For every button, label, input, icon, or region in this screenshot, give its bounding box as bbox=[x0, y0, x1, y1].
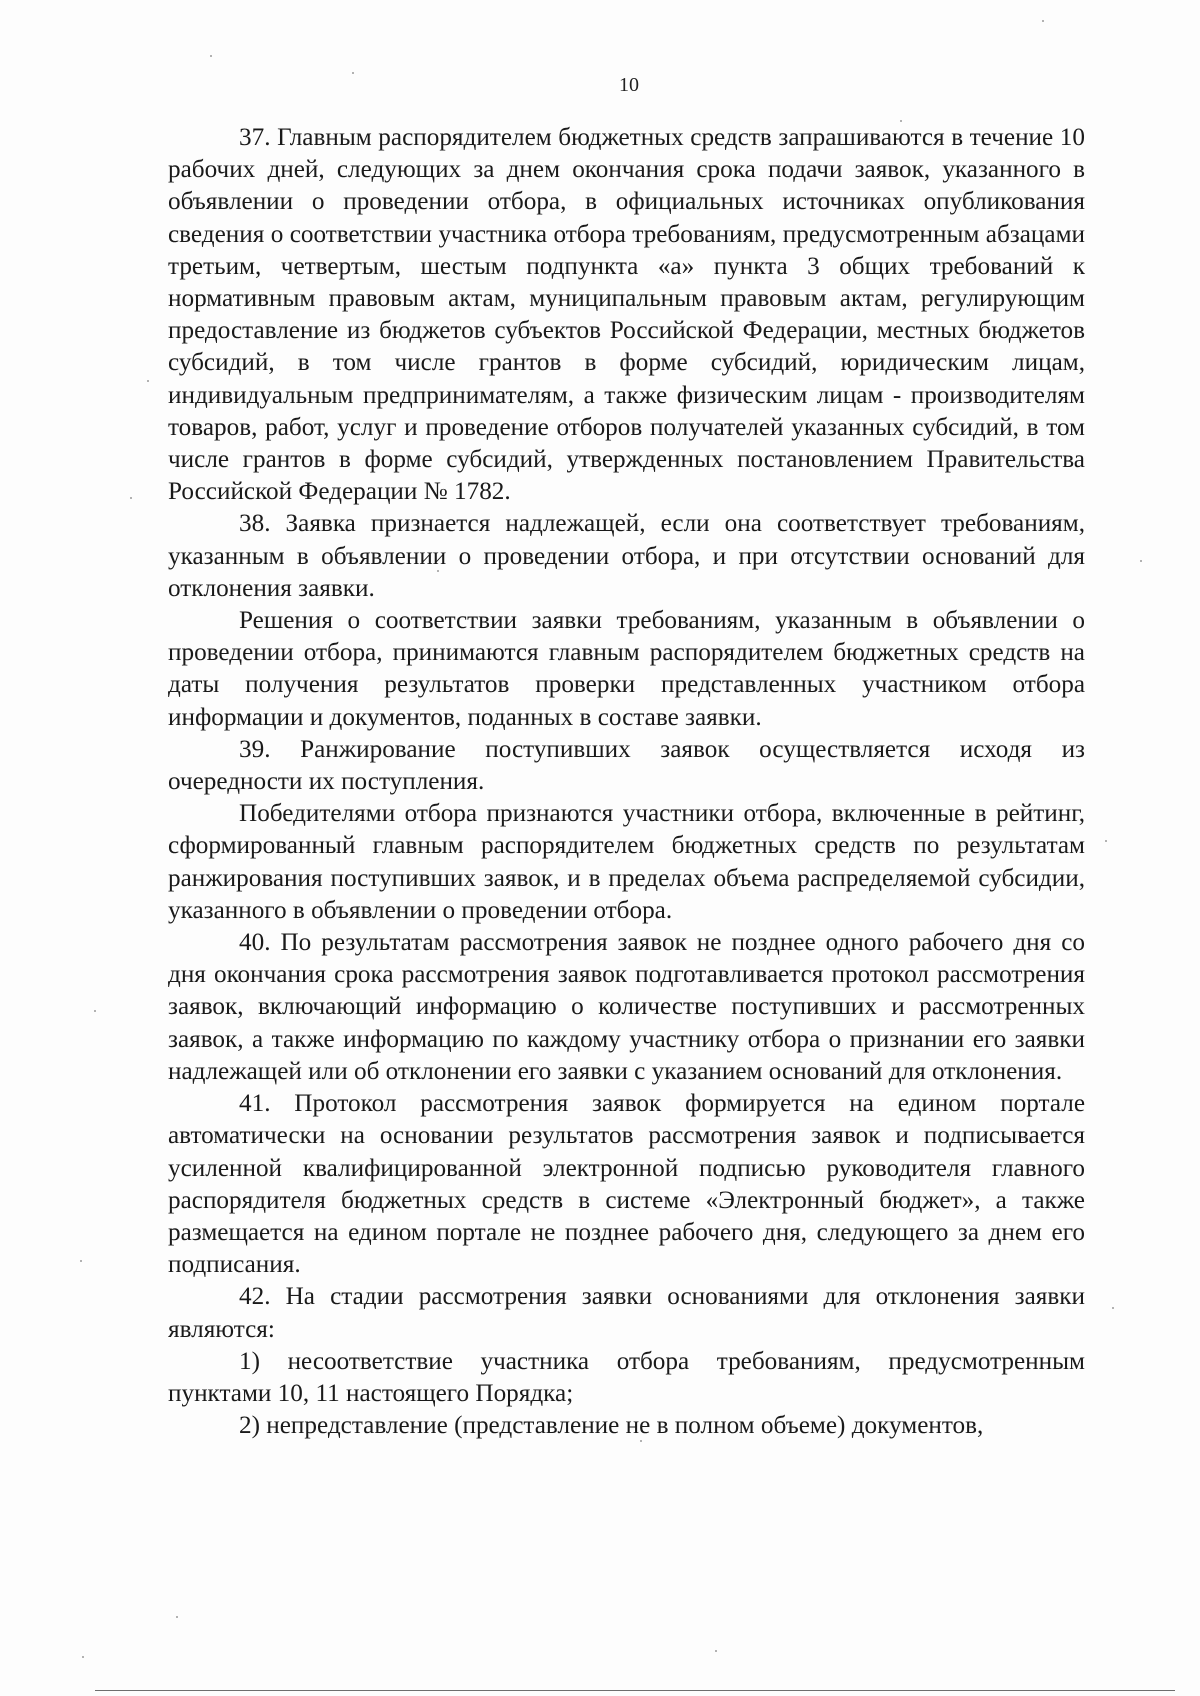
scan-speck bbox=[80, 1260, 82, 1262]
paragraph-40: 40. По результатам рассмотрения заявок не позднее одного рабочего дня со дня окончания срока рассмотрения заявок подготавливается протокол рассмотрения заявок, включающий информацию о количестве поступивших и рассмотренных заявок, а также информацию по каждому участнику отбора о признании его заявки надлежащей или об отклонении его заявки с указанием оснований для отклонения. bbox=[168, 929, 1085, 1085]
scan-speck bbox=[1112, 1307, 1114, 1309]
paragraph-39-winners: Победителями отбора признаются участники отбора, включенные в рейтинг, сформированный главным распорядителем бюджетных средств по результатам ранжирования поступивших заявок, и в пределах объема распределяемой субсидии, указанного в объявлении о проведении отбора. bbox=[168, 800, 1085, 924]
scan-edge-line bbox=[95, 1690, 1175, 1691]
scan-speck bbox=[176, 1616, 178, 1618]
scan-speck bbox=[147, 380, 149, 382]
scan-speck bbox=[82, 1656, 84, 1658]
paragraph-42: 42. На стадии рассмотрения заявки основаниями для отклонения заявки являются: bbox=[168, 1283, 1085, 1343]
document-body bbox=[168, 122, 1085, 1442]
scan-speck bbox=[715, 1650, 717, 1652]
scan-speck bbox=[1105, 840, 1107, 842]
scan-speck bbox=[640, 1440, 642, 1442]
scan-speck bbox=[900, 120, 902, 122]
scan-speck bbox=[130, 497, 132, 499]
paragraph-38-decisions: Решения о соответствии заявки требованиям, указанным в объявлении о проведении отбора, принимаются главным распорядителем бюджетных средств на даты получения результатов проверки представленных участником отбора информации и документов, поданных в составе заявки. bbox=[168, 607, 1085, 731]
scan-speck bbox=[1140, 560, 1142, 562]
paragraph-42-item-1: 1) несоответствие участника отбора требованиям, предусмотренным пунктами 10, 11 настоящего Порядка; bbox=[168, 1347, 1085, 1407]
paragraph-38: 38. Заявка признается надлежащей, если она соответствует требованиям, указанным в объявлении о проведении отбора, и при отсутствии оснований для отклонения заявки. bbox=[168, 510, 1085, 602]
paragraph-37: 37. Главным распорядителем бюджетных средств запрашиваются в течение 10 рабочих дней, следующих за днем окончания срока подачи заявок, указанного в объявлении о проведении отбора, в официальных источниках опубликования сведения о соответствии участника отбора требованиям, предусмотренным абзацами третьим, четвертым, шестым подпункта «а» пункта 3 общих требований к нормативным правовым актам, муниципальным правовым актам, регулирующим предоставление из бюджетов субъектов Российской Федерации, местных бюджетов субсидий, в том числе грантов в форме субсидий, юридическим лицам, индивидуальным предпринимателям, а также физическим лицам - производителям товаров, работ, услуг и проведение отборов получателей указанных субсидий, в том числе грантов в форме субсидий, утвержденных постановлением Правительства Российской Федерации № 1782. bbox=[168, 124, 1085, 506]
scan-speck bbox=[94, 1010, 96, 1012]
scan-speck bbox=[352, 72, 354, 74]
paragraph-42-item-2: 2) непредставление (представление не в полном объеме) документов, bbox=[239, 1412, 984, 1440]
page-number: 10 bbox=[619, 74, 639, 96]
scan-speck bbox=[437, 570, 439, 572]
paragraph-41: 41. Протокол рассмотрения заявок формируется на едином портале автоматически на основании результатов рассмотрения заявок и подписывается усиленной квалифицированной электронной подписью руководителя главного распорядителя бюджетных средств в системе «Электронный бюджет», а также размещается на едином портале не позднее рабочего дня, следующего за днем его подписания. bbox=[168, 1090, 1085, 1279]
paragraph-39: 39. Ранжирование поступивших заявок осуществляется исходя из очередности их поступления. bbox=[168, 735, 1085, 796]
scan-speck bbox=[210, 55, 212, 57]
scan-speck bbox=[1042, 20, 1044, 22]
